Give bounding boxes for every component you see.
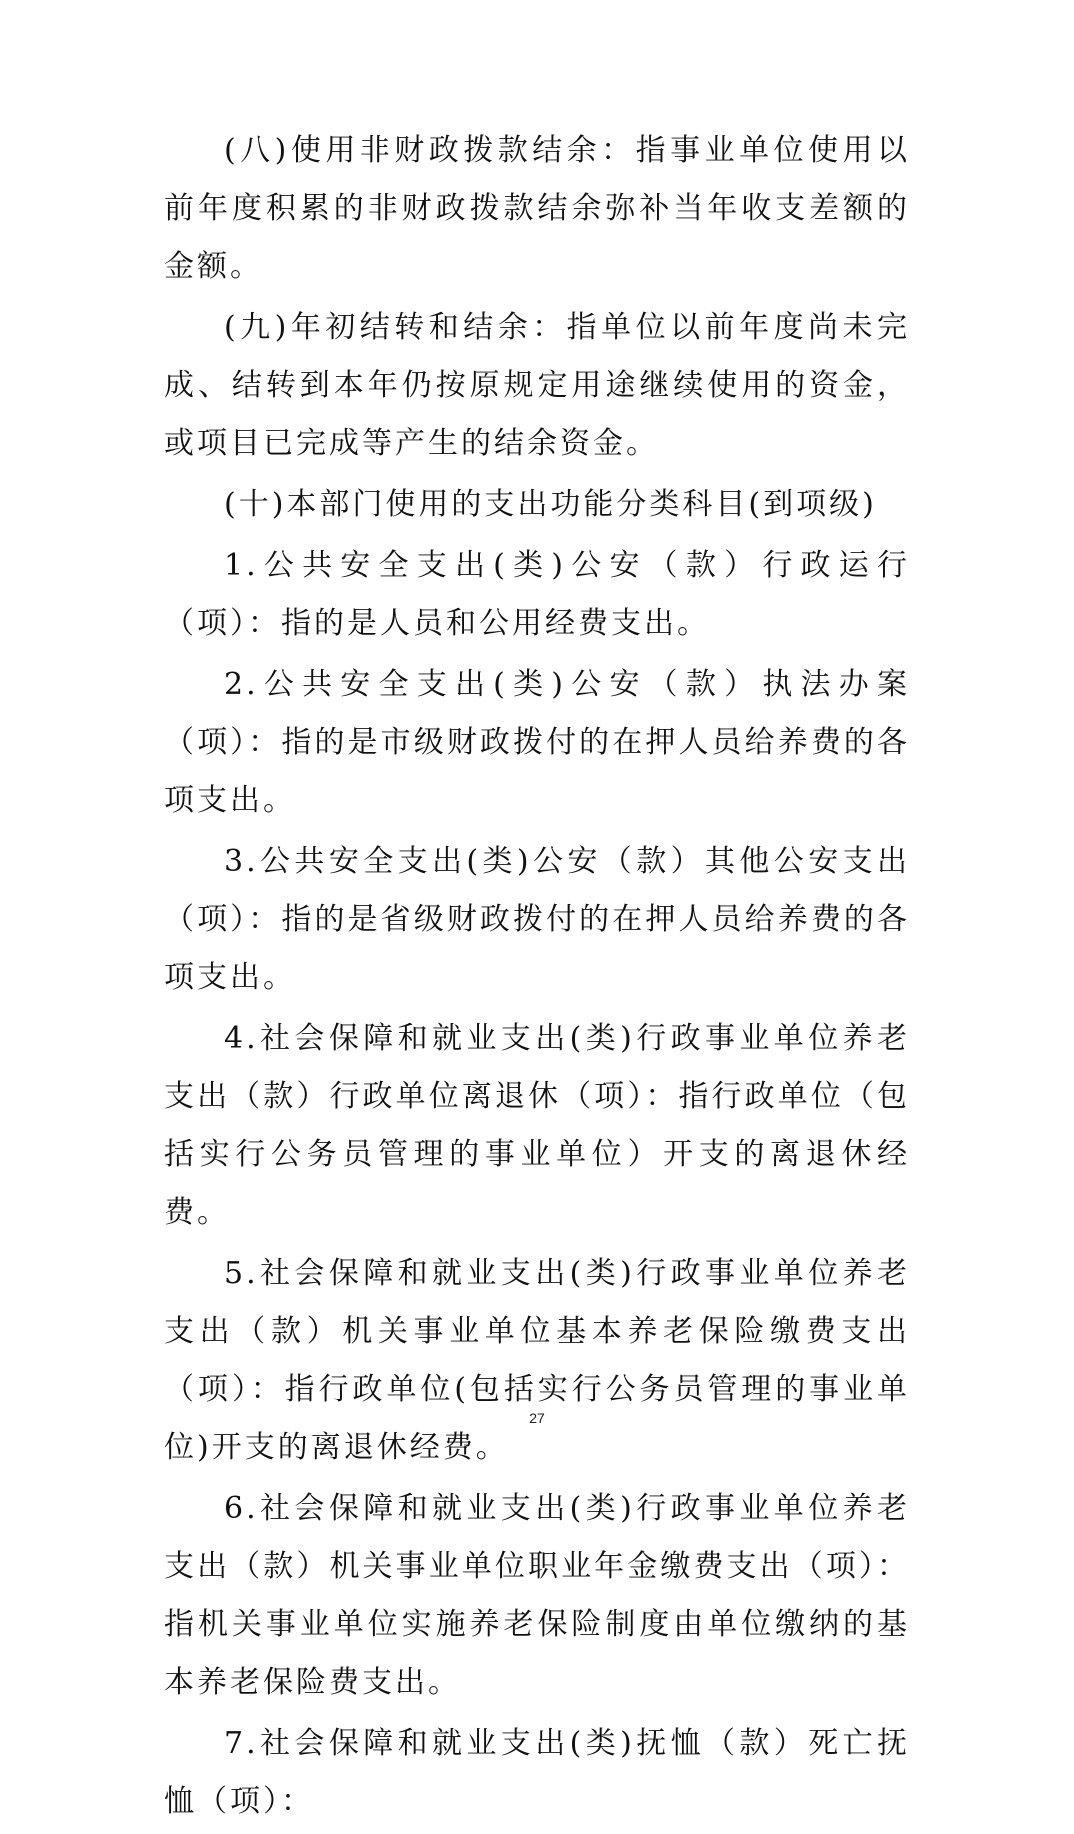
list-item-6: 6.社会保障和就业支出(类)行政事业单位养老支出（款）机关事业单位职业年金缴费支出（项）：指机关事业单位实施养老保险制度由单位缴纳的基本养老保险费支出。 bbox=[164, 1491, 910, 1700]
list-item-3: 3.公共安全支出(类)公安（款）其他公安支出（项）：指的是省级财政拨付的在押人员给养费的各项支出。 bbox=[164, 844, 910, 995]
paragraph-8-non-fiscal-surplus: (八)使用非财政拨款结余：指事业单位使用以前年度积累的非财政拨款结余弥补当年收支差额的金额。 bbox=[164, 133, 910, 284]
list-item-2: 2.公共安全支出(类)公安（款）执法办案（项）：指的是市级财政拨付的在押人员给养费的各项支出。 bbox=[164, 667, 910, 818]
paragraph-10-expenditure-subjects: (十)本部门使用的支出功能分类科目(到项级) bbox=[224, 487, 877, 522]
page-number: 27 bbox=[529, 1410, 545, 1426]
list-item-5: 5.社会保障和就业支出(类)行政事业单位养老支出（款）机关事业单位基本养老保险缴费支出（项）：指行政单位(包括实行公务员管理的事业单位)开支的离退休经费。 bbox=[164, 1256, 910, 1465]
body-text bbox=[164, 122, 910, 1834]
list-item-7: 7.社会保障和就业支出(类)抚恤（款）死亡抚恤（项）： bbox=[164, 1726, 910, 1819]
paragraph-9-carryover-balance: (九)年初结转和结余：指单位以前年度尚未完成、结转到本年仍按原规定用途继续使用的资金，或项目已完成等产生的结余资金。 bbox=[164, 310, 910, 461]
list-item-1: 1.公共安全支出(类)公安（款）行政运行（项）：指的是人员和公用经费支出。 bbox=[164, 548, 910, 641]
list-item-4: 4.社会保障和就业支出(类)行政事业单位养老支出（款）行政单位离退休（项）：指行政单位（包括实行公务员管理的事业单位）开支的离退休经费。 bbox=[164, 1021, 910, 1230]
